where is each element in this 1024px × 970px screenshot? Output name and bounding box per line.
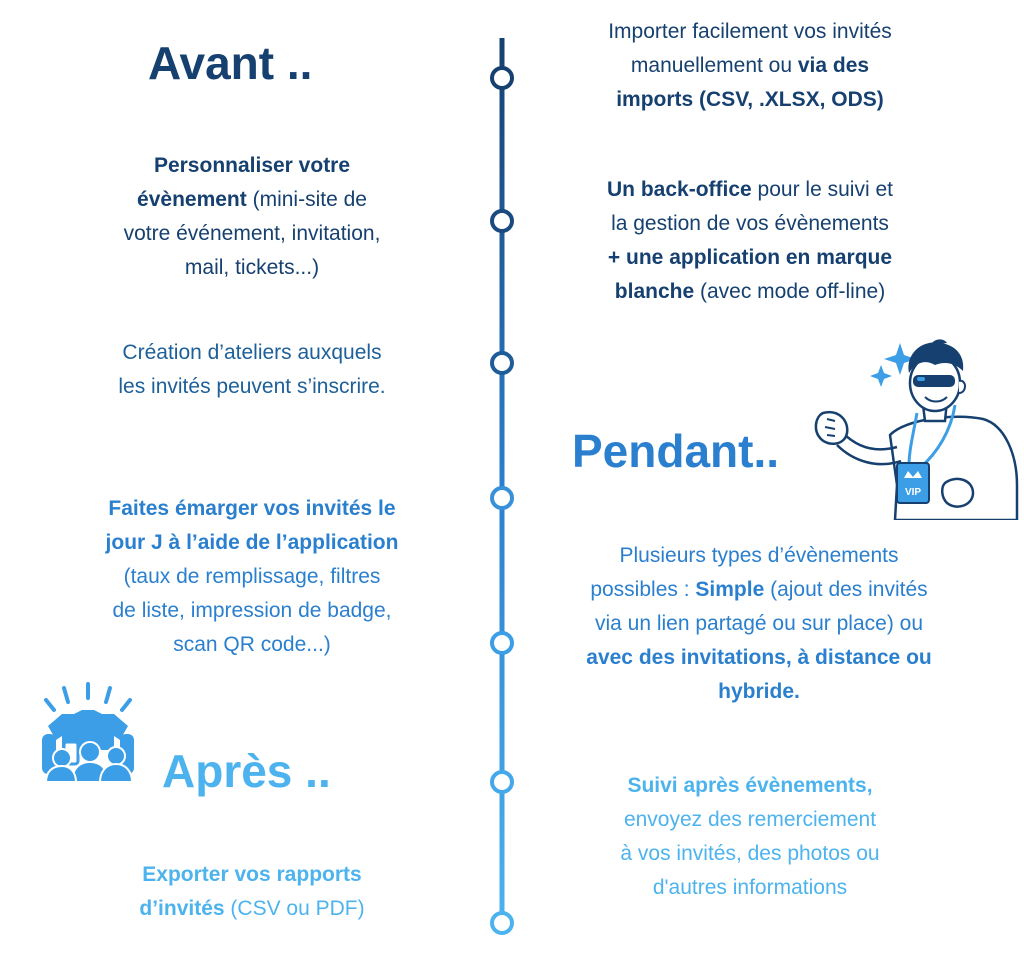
- personnaliser-text: Personnaliser votre évènement (mini-site de votre événement, invitation, mail, tickets...): [123, 154, 381, 279]
- timeline-line: [500, 38, 505, 933]
- sparkle-icon: [870, 365, 892, 387]
- timeline-node: [492, 68, 512, 88]
- pendant-heading: Pendant..: [572, 425, 780, 477]
- timeline: [480, 30, 524, 940]
- apres-heading: Après ..: [162, 745, 331, 797]
- celebrating-crowd-icon: [38, 682, 138, 784]
- suivi-text: Suivi après évènements, envoyez des remerciement à vos invités, des photos ou d'autres informations: [620, 774, 880, 899]
- timeline-node: [492, 772, 512, 792]
- timeline-node: [492, 211, 512, 231]
- types-text: Plusieurs types d’évènements possibles : Simple (ajout des invités via un lien partagé ou sur place) ou avec des invitations, à distance ou hybride.: [586, 544, 932, 703]
- backoffice-text: Un back-office pour le suivi et la gestion de vos évènements + une application en marque blanche (avec mode off-line): [607, 178, 893, 303]
- emarger-text: Faites émarger vos invités le jour J à l’aide de l’application (taux de remplissage, filtres de liste, impression de badge, scan QR code...): [105, 497, 399, 656]
- svg-text:VIP: VIP: [904, 487, 922, 498]
- timeline-node: [492, 633, 512, 653]
- ateliers-text: Création d’ateliers auxquels les invités peuvent s’inscrire.: [118, 341, 386, 398]
- timeline-node: [492, 353, 512, 373]
- exporter-text: Exporter vos rapports d’invités (CSV ou PDF): [139, 863, 365, 920]
- timeline-node: [492, 488, 512, 508]
- vip-character-illustration: [805, 335, 1020, 520]
- timeline-node: [492, 913, 512, 933]
- importer-text: Importer facilement vos invités manuellement ou via des imports (CSV, .XLSX, ODS): [608, 20, 892, 111]
- avant-heading: Avant ..: [148, 37, 313, 89]
